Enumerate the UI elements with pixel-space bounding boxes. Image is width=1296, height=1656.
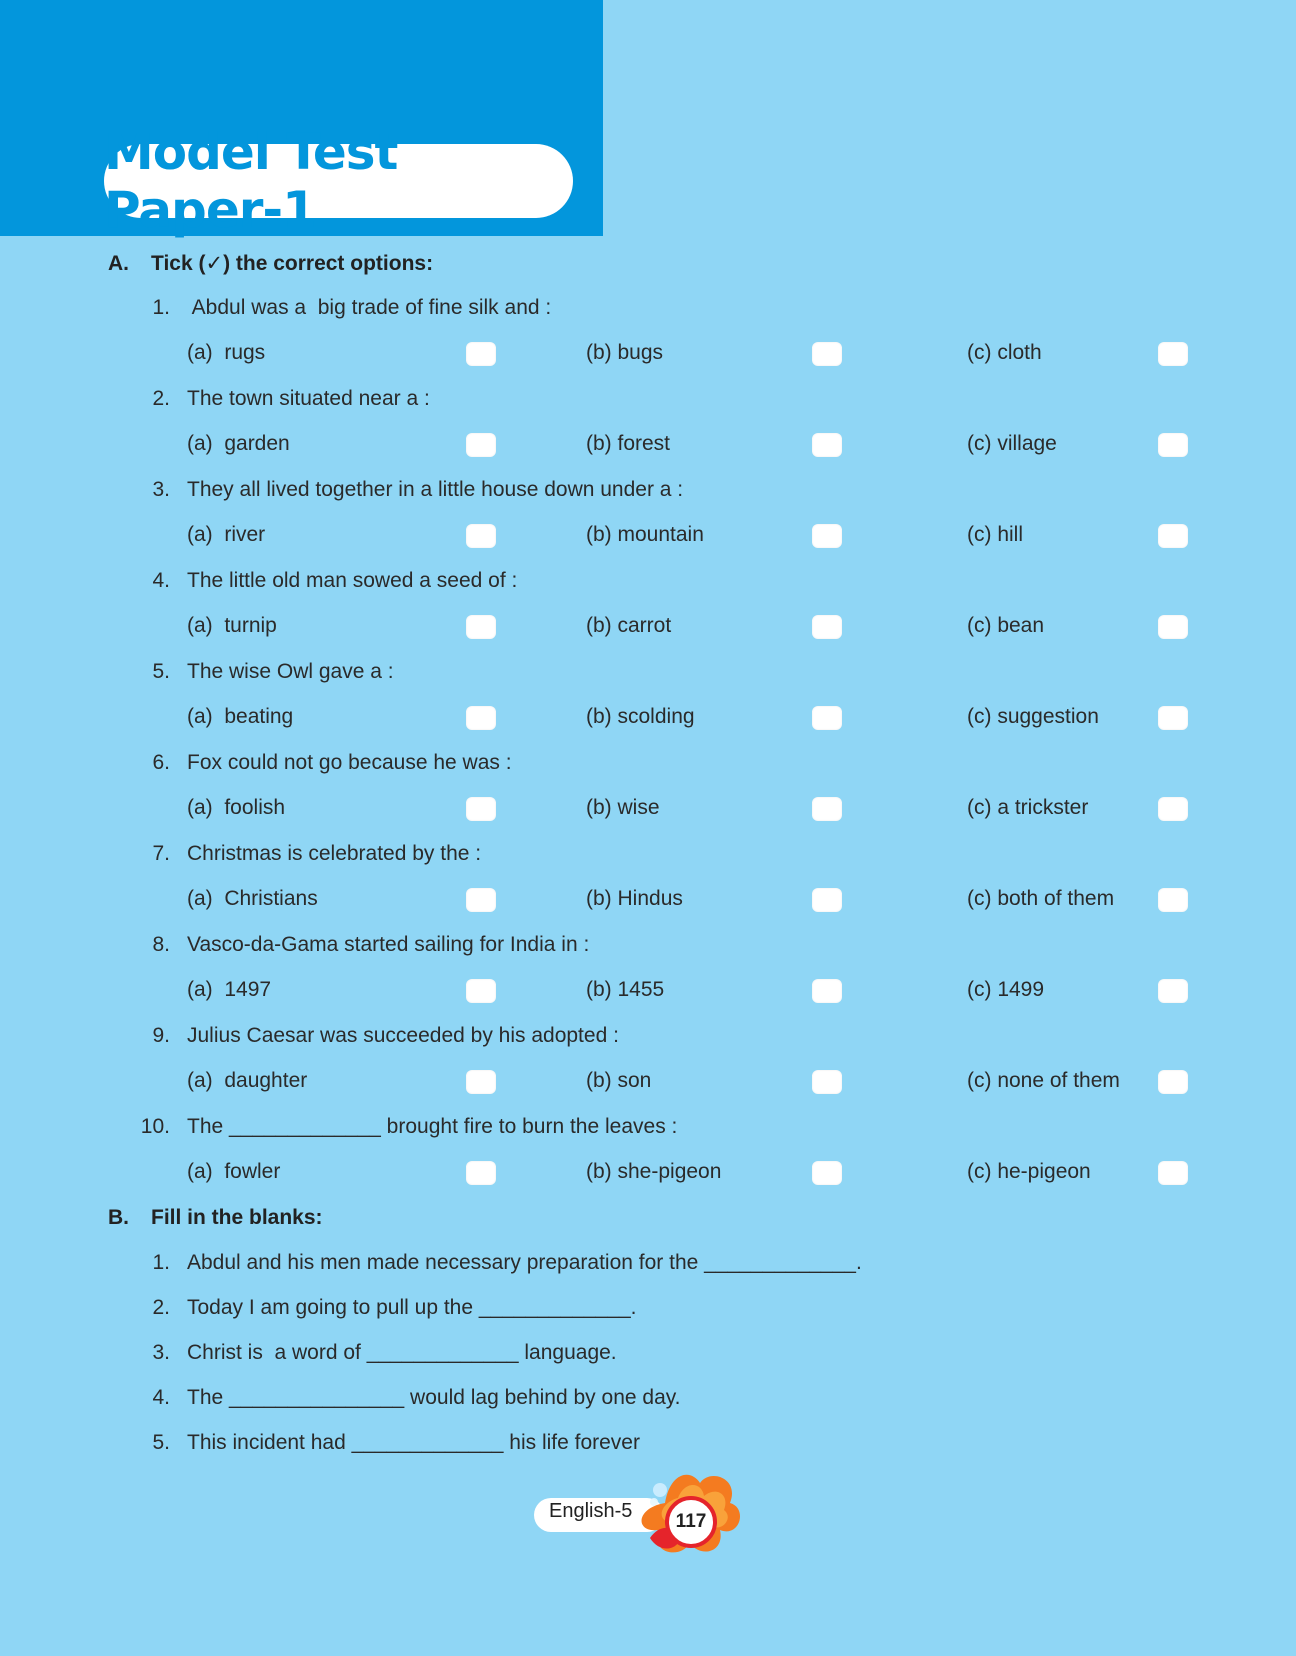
option-b-label: (b) forest [586,432,671,455]
option-c-label: (c) bean [967,614,1045,637]
fill-blank-sentence[interactable]: Abdul and his men made necessary preparation for the _____________. [187,1251,862,1274]
fill-blank-row [130,1251,862,1275]
option-c-label: (c) both of them [967,887,1115,910]
option-c-label: (c) village [967,432,1057,455]
option-a-label: (a) fowler [187,1160,281,1183]
question-number: 7. [152,842,170,865]
option-c-tickbox[interactable] [1158,1070,1188,1094]
option-a-tickbox[interactable] [466,979,496,1003]
page-number-badge [665,1496,717,1548]
option-c-tickbox[interactable] [1158,342,1188,366]
option-b-label: (b) son [586,1069,652,1092]
question-number: 8. [152,933,170,956]
option-c-label: (c) none of them [967,1069,1120,1092]
option-a-tickbox[interactable] [466,706,496,730]
option-c-tickbox[interactable] [1158,524,1188,548]
fill-blank-number: 5. [152,1431,170,1454]
option-b-label: (b) wise [586,796,660,819]
option-a-tickbox[interactable] [466,342,496,366]
question-row [130,387,430,411]
question-row [130,842,481,866]
question-text: Abdul was a big trade of fine silk and : [187,296,552,319]
option-c-tickbox[interactable] [1158,433,1188,457]
question-number: 3. [152,478,170,501]
question-text: Christmas is celebrated by the : [187,842,482,865]
option-a-label: (a) daughter [187,1069,308,1092]
question-row [130,751,512,775]
option-b-label: (b) bugs [586,341,664,364]
option-b-tickbox[interactable] [812,433,842,457]
question-row [130,660,394,684]
option-a-label: (a) Christians [187,887,318,910]
option-a-label: (a) river [187,523,266,546]
question-row [130,1115,677,1139]
option-b-tickbox[interactable] [812,615,842,639]
question-text: The town situated near a : [187,387,430,410]
option-c-label: (c) he-pigeon [967,1160,1091,1183]
option-b-label: (b) scolding [586,705,695,728]
question-number: 9. [152,1024,170,1047]
option-c-label: (c) a trickster [967,796,1089,819]
option-b-tickbox[interactable] [812,706,842,730]
fill-blank-sentence[interactable]: This incident had _____________ his life forever [187,1431,640,1454]
fill-blank-number: 4. [152,1386,170,1409]
option-b-tickbox[interactable] [812,524,842,548]
book-label: English-5 [549,1500,633,1522]
fill-blank-row [130,1296,637,1320]
option-b-tickbox[interactable] [812,979,842,1003]
option-c-tickbox[interactable] [1158,615,1188,639]
option-a-tickbox[interactable] [466,433,496,457]
section-a-title: Tick (✓) the correct options: [151,252,434,275]
option-a-tickbox[interactable] [466,1161,496,1185]
option-c-tickbox[interactable] [1158,797,1188,821]
option-c-label: (c) hill [967,523,1023,546]
option-c-label: (c) 1499 [967,978,1045,1001]
option-b-tickbox[interactable] [812,342,842,366]
option-b-tickbox[interactable] [812,797,842,821]
question-number: 5. [152,660,170,683]
option-a-tickbox[interactable] [466,615,496,639]
option-c-tickbox[interactable] [1158,1161,1188,1185]
question-row [130,478,683,502]
section-b-letter: B. [108,1206,129,1229]
question-row [130,1024,619,1048]
option-a-label: (a) 1497 [187,978,272,1001]
fill-blank-row [130,1431,640,1455]
option-b-label: (b) 1455 [586,978,665,1001]
page-title: Model Test Paper-1 [104,123,398,239]
option-c-label: (c) suggestion [967,705,1099,728]
option-c-tickbox[interactable] [1158,888,1188,912]
question-number: 2. [152,387,170,410]
fill-blank-sentence[interactable]: The _______________ would lag behind by one day. [187,1386,681,1409]
section-b-heading [108,1206,323,1230]
question-text: The wise Owl gave a : [187,660,394,683]
question-row [130,569,517,593]
page-number: 117 [675,1511,707,1532]
option-b-tickbox[interactable] [812,888,842,912]
option-b-tickbox[interactable] [812,1161,842,1185]
option-c-label: (c) cloth [967,341,1042,364]
option-a-tickbox[interactable] [466,888,496,912]
option-a-label: (a) rugs [187,341,266,364]
question-text: Julius Caesar was succeeded by his adopted : [187,1024,619,1047]
option-a-label: (a) foolish [187,796,286,819]
option-a-label: (a) beating [187,705,294,728]
option-a-tickbox[interactable] [466,524,496,548]
option-b-label: (b) Hindus [586,887,683,910]
question-number: 1. [152,296,170,319]
option-b-label: (b) mountain [586,523,704,546]
option-a-label: (a) garden [187,432,290,455]
option-b-label: (b) she-pigeon [586,1160,722,1183]
section-a-letter: A. [108,252,129,275]
option-b-tickbox[interactable] [812,1070,842,1094]
fill-blank-sentence[interactable]: Christ is a word of _____________ language. [187,1341,617,1364]
section-a-heading [108,251,433,276]
question-number: 10. [140,1115,170,1138]
question-text: The little old man sowed a seed of : [187,569,518,592]
fill-blank-row [130,1341,617,1365]
question-row [130,296,551,320]
question-text: Vasco-da-Gama started sailing for India in : [187,933,590,956]
fill-blank-number: 1. [152,1251,170,1274]
question-text: The _____________ brought fire to burn the leaves : [187,1115,678,1138]
fill-blank-number: 3. [152,1341,170,1364]
question-number: 6. [152,751,170,774]
fill-blank-number: 2. [152,1296,170,1319]
option-c-tickbox[interactable] [1158,706,1188,730]
question-row [130,933,589,957]
option-c-tickbox[interactable] [1158,979,1188,1003]
question-number: 4. [152,569,170,592]
fill-blank-sentence[interactable]: Today I am going to pull up the _____________. [187,1296,637,1319]
option-a-tickbox[interactable] [466,1070,496,1094]
section-b-title: Fill in the blanks: [151,1206,323,1229]
question-text: Fox could not go because he was : [187,751,512,774]
option-a-tickbox[interactable] [466,797,496,821]
question-text: They all lived together in a little house down under a : [187,478,684,501]
title-pill [104,123,573,239]
option-a-label: (a) turnip [187,614,277,637]
option-b-label: (b) carrot [586,614,672,637]
fill-blank-row [130,1386,681,1410]
